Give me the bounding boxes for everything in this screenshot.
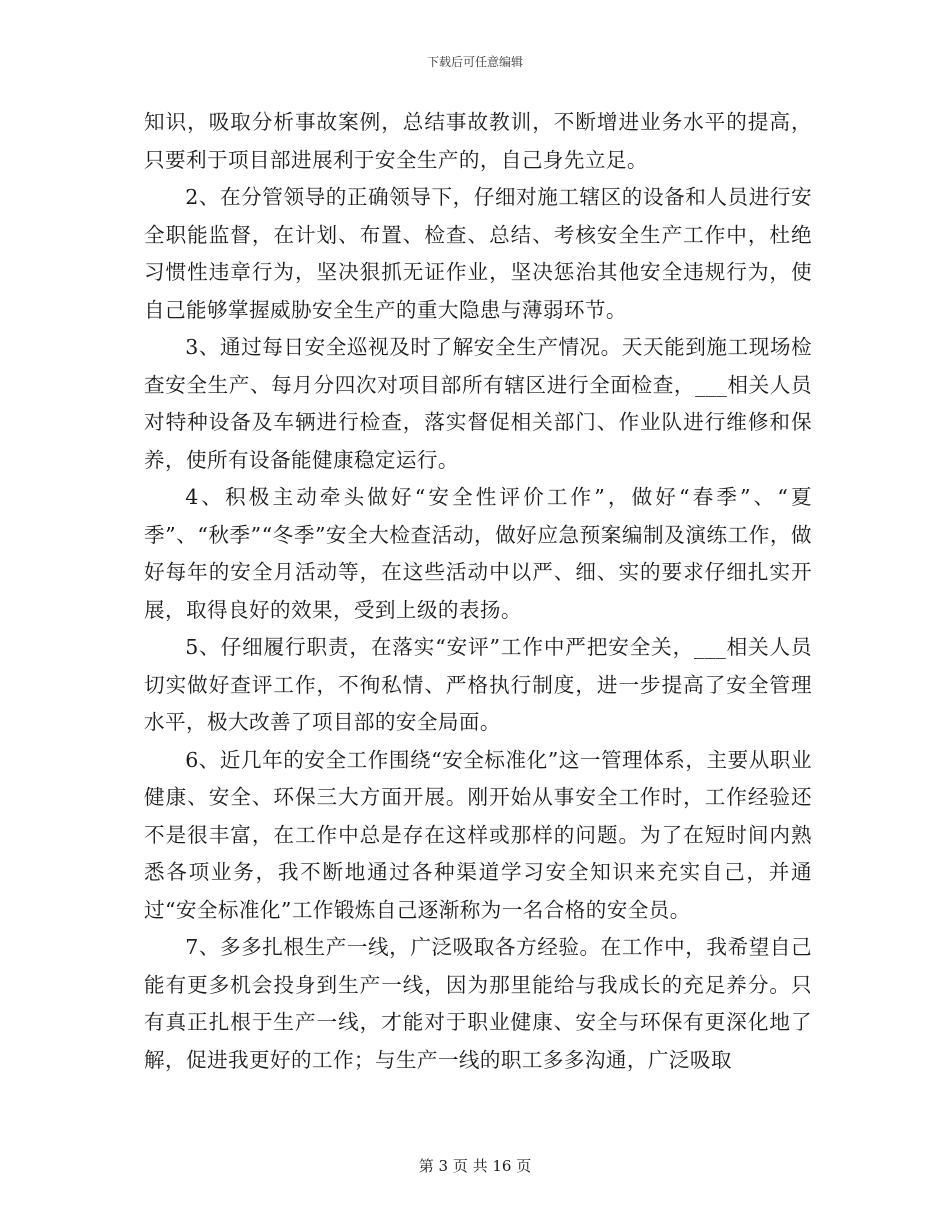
document-body — [144, 104, 812, 1079]
paragraph-item-6: 6、近几年的安全工作围绕“安全标准化”这一管理体系，主要从职业健康、安全、环保三大方面开展。刚开始从事安全工作时，工作经验还不是很丰富，在工作中总是存在这样或那样的问题。为了在短时间内熟悉各项业务，我不断地通过各种渠道学习安全知识来充实自己，并通过“安全标准化”工作锻炼自己逐渐称为一名合格的安全员。 — [144, 747, 812, 922]
page-number-footer: 第 3 页 共 16 页 — [418, 1157, 532, 1175]
page-header: 下载后可任意编辑 — [426, 55, 523, 69]
paragraph-continuation: 知识，吸取分析事故案例，总结事故教训，不断增进业务水平的提高，只要利于项目部进展利于安全生产的，自己身先立足。 — [144, 110, 812, 172]
paragraph-item-4: 4、积极主动牵头做好“安全性评价工作”，做好“春季”、“夏季”、“秋季”“冬季”安全大检查活动，做好应急预案编制及演练工作，做好每年的安全月活动等，在这些活动中以严、细、实的要求仔细扎实开展，取得良好的效果，受到上级的表扬。 — [144, 485, 812, 622]
paragraph-item-5: 5、仔细履行职责，在落实“安评”工作中严把安全关，___相关人员切实做好查评工作，不徇私情、严格执行制度，进一步提高了安全管理水平，极大改善了项目部的安全局面。 — [144, 635, 812, 734]
paragraph-item-7: 7、多多扎根生产一线，广泛吸取各方经验。在工作中，我希望自己能有更多机会投身到生产一线，因为那里能给与我成长的充足养分。只有真正扎根于生产一线，才能对于职业健康、安全与环保有更深化地了解，促进我更好的工作；与生产一线的职工多多沟通，广泛吸取 — [144, 935, 812, 1072]
paragraph-item-2: 2、在分管领导的正确领导下，仔细对施工辖区的设备和人员进行安全职能监督，在计划、布置、检查、总结、考核安全生产工作中，杜绝习惯性违章行为，坚决狠抓无证作业，坚决惩治其他安全违规行为，使自己能够掌握威胁安全生产的重大隐患与薄弱环节。 — [144, 185, 812, 322]
paragraph-item-3: 3、通过每日安全巡视及时了解安全生产情况。天天能到施工现场检查安全生产、每月分四次对项目部所有辖区进行全面检查，___相关人员对特种设备及车辆进行检查，落实督促相关部门、作业队进行维修和保养，使所有设备能健康稳定运行。 — [144, 335, 812, 472]
